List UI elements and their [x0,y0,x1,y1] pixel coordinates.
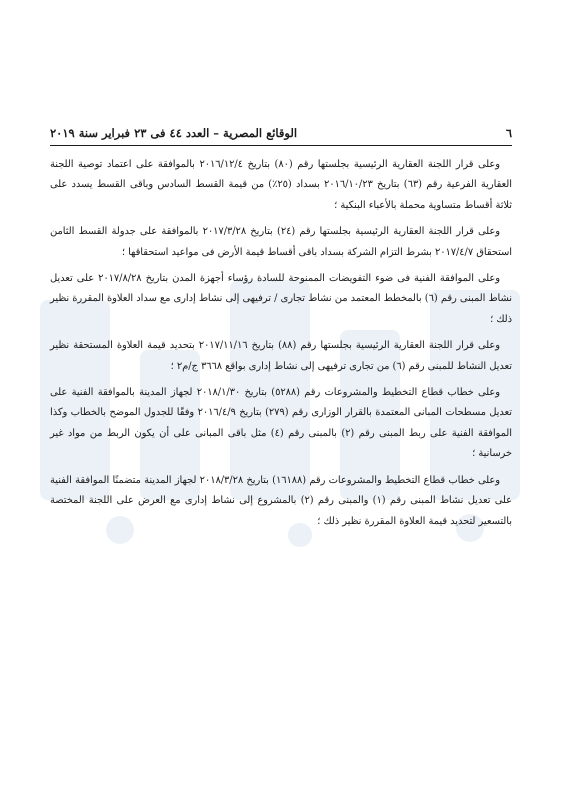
document-body [50,155,512,538]
paragraph: وعلى خطاب قطاع التخطيط والمشروعات رقم (٥٢٨٨) بتاريخ ٢٠١٨/١/٣٠ لجهاز المدينة بالموافقة الفنية على تعديل مسطحات المبانى المعتمدة بالقرار الوزارى رقم (٢٧٩) بتاريخ ٢٠١٦/٤/٩ وفقًا للجدول الموضح بالخطاب وكذا الموافقة الفنية على ربط المبنى رقم (٢) بالمبنى رقم (٤) مثل باقى المبانى على أن يكون الربط من مواد غير خرسانية ؛ [50,387,512,460]
paragraph: وعلى قرار اللجنة العقارية الرئيسية بجلستها رقم (٢٤) بتاريخ ٢٠١٧/٣/٢٨ بالموافقة على جدولة القسط الثامن استحقاق ٢٠١٧/٤/٧ بشرط التزام الشركة بسداد باقى أقساط قيمة الأرض فى مواعيد استحقاقها ؛ [50,226,512,258]
page-number: ٦ [505,126,512,140]
paragraph: وعلى قرار اللجنة العقارية الرئيسية بجلستها رقم (٨٠) بتاريخ ٢٠١٦/١٢/٤ بالموافقة على اعتماد توصية اللجنة العقارية الفرعية رقم (٦٣) بتاريخ ٢٠١٦/١٠/٢٣ بسداد (٢٥٪) من قيمة القسط السادس وباقى القسط يسدد على ثلاثة أقساط متساوية محملة بالأعباء البنكية ؛ [50,159,512,211]
paragraph: وعلى الموافقة الفنية فى ضوء التفويضات الممنوحة للسادة رؤساء أجهزة المدن بتاريخ ٢٠١٧/٨/٢٨ على تعديل نشاط المبنى رقم (٦) بالمخطط المعتمد من نشاط تجارى / ترفيهى إلى نشاط إدارى مع سداد العلاوة المقررة نظير ذلك ؛ [50,273,513,325]
gazette-title: الوقائع المصرية – العدد ٤٤ فى ٢٣ فبراير سنة ٢٠١٩ [50,126,298,140]
document-page [50,0,512,800]
paragraph: وعلى قرار اللجنة العقارية الرئيسية بجلستها رقم (٨٨) بتاريخ ٢٠١٧/١١/١٦ بتحديد قيمة العلاوة المستحقة نظير تعديل النشاط للمبنى رقم (٦) من تجارى ترفيهى إلى نشاط إدارى بواقع ٣٦٦٨ ج/م٢ ؛ [50,340,512,372]
header-rule [50,145,512,146]
page-header [50,124,512,146]
paragraph: وعلى خطاب قطاع التخطيط والمشروعات رقم (١٦١٨٨) بتاريخ ٢٠١٨/٣/٢٨ لجهاز المدينة متضمنًا الموافقة الفنية على تعديل نشاط المبنى رقم (١) والمبنى رقم (٢) بالمشروع إلى نشاط إدارى مع العرض على اللجنة المختصة بالتسعير لتحديد قيمة العلاوة المقررة نظير ذلك ؛ [50,474,512,527]
